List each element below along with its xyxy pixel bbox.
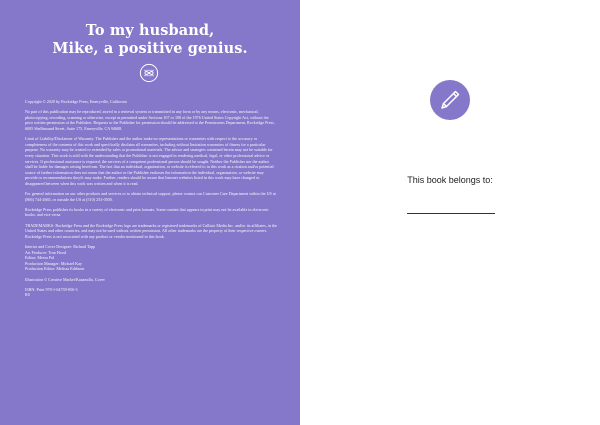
credit-line: Art Producer: Tom Hood xyxy=(25,249,66,255)
credits-list xyxy=(25,244,277,272)
copyright-block xyxy=(25,99,277,303)
pencil-icon xyxy=(430,80,470,120)
isbn-line: ISBN: Print 978-1-64739-056-3 xyxy=(25,286,78,292)
copyright-line: Copyright © 2020 by Rockridge Press, Emeryville, California xyxy=(25,99,127,104)
dedication xyxy=(0,22,300,58)
trademarks-paragraph: TRADEMARKS: Rockridge Press and the Rockridge Press logo are trademarks or registered trademarks of Callisto Media Inc. and/or its affiliates, in the United States and other countries, and may not be used without written permission. All other trademarks are the property of their respective owners. Rockridge Press is not associated with any product or vendor mentioned in this book. xyxy=(25,222,277,239)
dedication-line-2: Mike, a positive genius. xyxy=(52,40,248,57)
print-code: R0 xyxy=(25,292,30,298)
formats-paragraph: Rockridge Press publishes its books in a variety of electronic and print formats. Some content that appears in print may not be available in electronic books, and vice versa. xyxy=(25,206,269,218)
credit-line: Interior and Cover Designer: Richard Tapp xyxy=(25,244,96,250)
general-info-paragraph: For general information on our other products and services or to obtain technical support, please contact our Customer Care Department within the US at (866) 744-2665, or outside the US at (510) 253-0500. xyxy=(25,191,276,202)
owner-name-line xyxy=(407,213,495,214)
rights-paragraph: No part of this publication may be reproduced, stored in a retrieval system or transmitted in any form or by any means, electronic, mechanical, photocopying, recording, scanning or otherwise, except as permitted under Sections 107 or 108 of the 1976 United States Copyright Act, without the prior written permission of the Publisher. Requests to the Publisher for permission should be addressed to the Permissions Department, Rockridge Press, 6005 Shellmound Street, Suite 175, Emeryville, CA 94608. xyxy=(25,109,275,131)
infinity-in-circle-icon xyxy=(139,63,159,83)
credit-line: Production Editor: Melissa Edeburn xyxy=(25,266,85,272)
illustration-credit: Illustration © Creative Market/Kazamilla, Cover xyxy=(25,276,105,282)
belongs-to-label: This book belongs to: xyxy=(407,175,493,185)
isbn-block xyxy=(25,287,277,298)
credit-line: Production Manager: Michael Kay xyxy=(25,260,82,266)
dedication-line-1: To my husband, xyxy=(85,22,215,39)
liability-paragraph: Limit of Liability/Disclaimer of Warranty: The Publisher and the author make no representations or warranties with respect to the accuracy or completeness of the contents of this work and specifically disclaim all warranties, including without limitation warranties of fitness for a particular purpose. No warranty may be created or extended by sales or promotional materials. The advice and strategies contained herein may not be suitable for every situation. This work is sold with the understanding that the Publisher is not engaged in rendering medical, legal, or other professional advice or services. If professional assistance is required, the services of a competent professional person should be sought. Neither the Publisher nor the author shall be liable for damages arising herefrom. The fact that an individual, organization, or website is referred to in this work as a citation and/or potential source of further information does not mean that the author or the Publisher endorses the information the individual, organization, or website may provide or recommendations they/it may make. Further, readers should be aware that Internet websites listed in this work may have changed or disappeared between when this work was written and when it is read. xyxy=(25,136,274,186)
credit-line: Editor: Meera Pal xyxy=(25,255,55,261)
